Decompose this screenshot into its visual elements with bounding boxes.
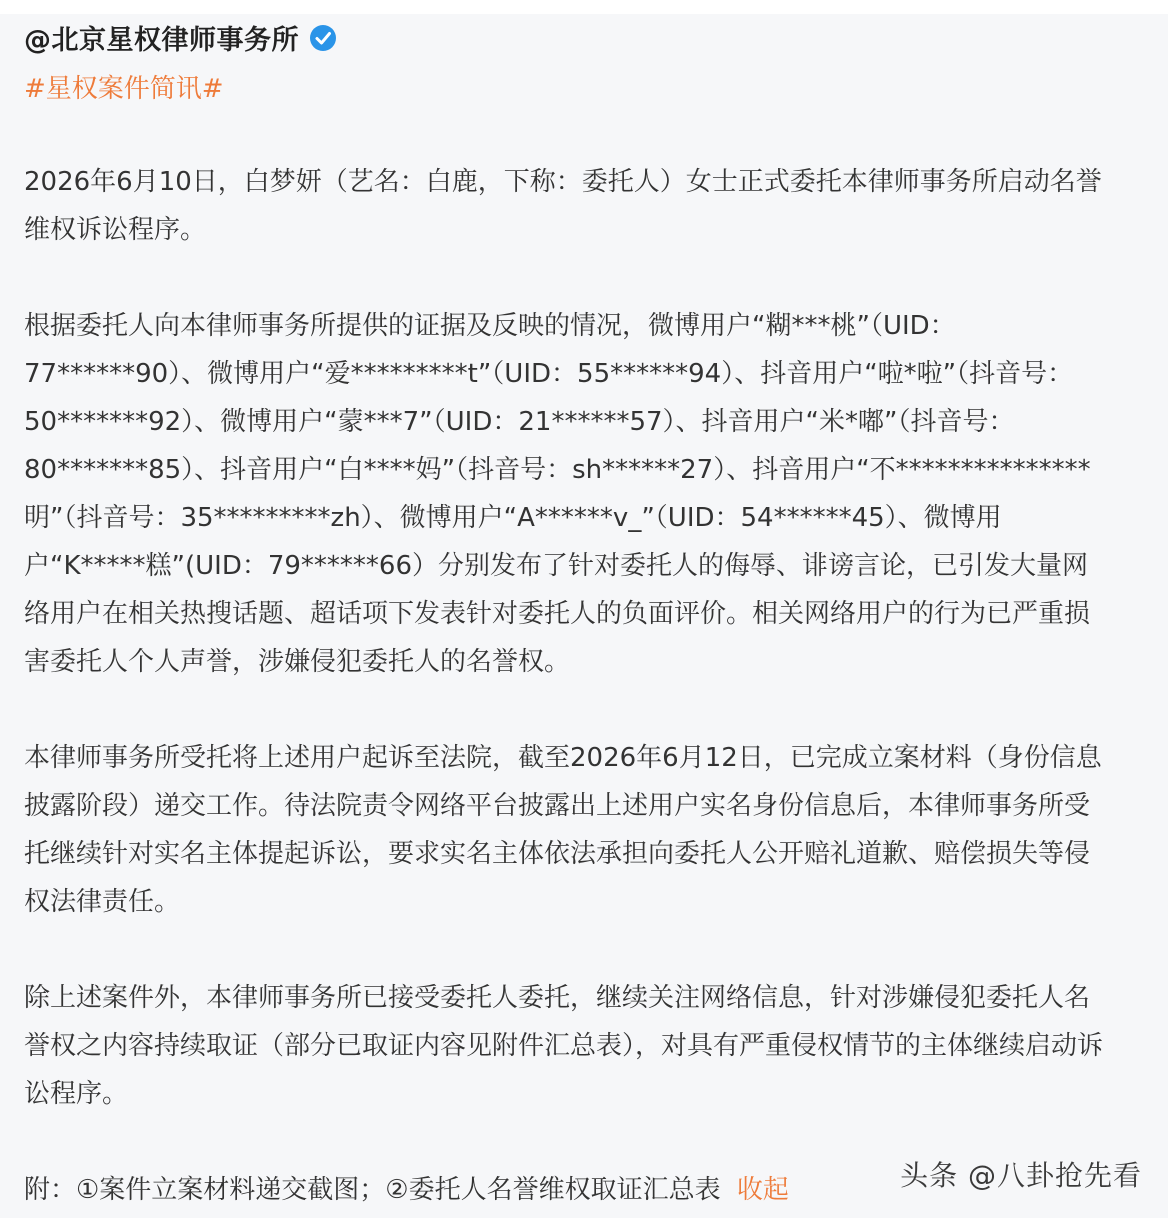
- attachment-text: 附：①案件立案材料递交截图；②委托人名誉维权取证汇总表: [24, 1175, 721, 1205]
- paragraph-4: 除上述案件外，本律师事务所已接受委托人委托，继续关注网络信息，针对涉嫌侵犯委托人名誉权之内容持续取证（部分已取证内容见附件汇总表），对具有严重侵权情节的主体继续启动诉讼程序。: [24, 983, 1104, 1109]
- paragraph-2: 根据委托人向本律师事务所提供的证据及反映的情况，微博用户“糊***桃”（UID：77******90）、微博用户“爱*********t”（UID：55******94）、抖音用户“啦*啦”（抖音号：50*******92）、微博用户“蒙***7”（UID：21******57）、抖音用户“米*嘟”（抖音号：80*******85）、抖音用户“白****妈”（抖音号：sh******27）、抖音用户“不***************明”（抖音号：35*********zh）、微博用户“A******v_”（UID：54******45）、微博用户“K*****糕”(UID：79******66）分别发布了针对委托人的侮辱、诽谤言论，已引发大量网络用户在相关热搜话题、超话项下发表针对委托人的负面评价。相关网络用户的行为已严重损害委托人个人声誉，涉嫌侵犯委托人的名誉权。: [24, 311, 1091, 677]
- paragraph-1: 2026年6月10日，白梦妍（艺名：白鹿，下称：委托人）女士正式委托本律师事务所启动名誉维权诉讼程序。: [24, 167, 1102, 245]
- attachment-line: [24, 1166, 789, 1214]
- paragraph-3: 本律师事务所受托将上述用户起诉至法院，截至2026年6月12日，已完成立案材料（身份信息披露阶段）递交工作。待法院责令网络平台披露出上述用户实名身份信息后，本律师事务所受托继续针对实名主体提起诉讼，要求实名主体依法承担向委托人公开赔礼道歉、赔偿损失等侵权法律责任。: [24, 743, 1102, 917]
- top-strip: [0, 0, 1168, 14]
- post-header: [24, 18, 337, 57]
- verified-check-icon: [309, 24, 337, 52]
- collapse-button[interactable]: 收起: [736, 1175, 789, 1205]
- post-body: [24, 158, 1114, 1166]
- account-name[interactable]: @北京星权律师事务所: [24, 25, 299, 56]
- hashtag-link[interactable]: #星权案件简讯#: [24, 74, 224, 104]
- watermark: 头条 @八卦抢先看: [900, 1159, 1142, 1192]
